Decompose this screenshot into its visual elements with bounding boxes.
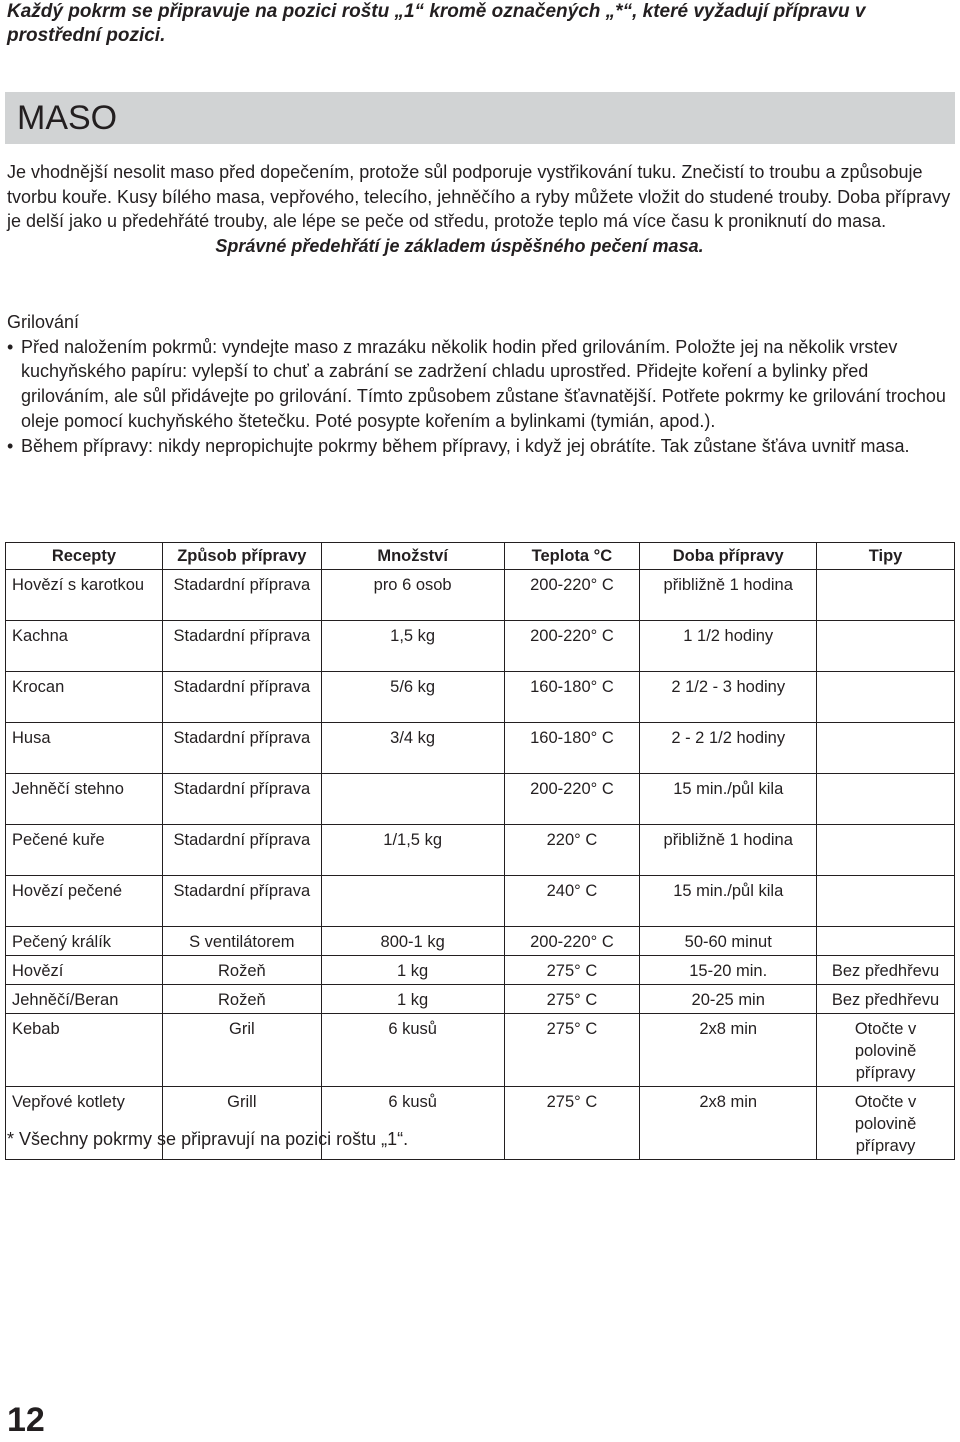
footnote: * Všechny pokrmy se připravují na pozici roštu „1“. [7, 1129, 409, 1149]
time-cell: 2 1/2 - 3 hodiny [640, 672, 817, 723]
recipe-cell: Kachna [6, 621, 163, 672]
amount-cell: 1,5 kg [321, 621, 504, 672]
amount-cell: 3/4 kg [321, 723, 504, 774]
method-cell: Stadardní příprava [162, 876, 321, 927]
page-number: 12 [7, 1401, 45, 1439]
time-cell: 2 - 2 1/2 hodiny [640, 723, 817, 774]
recipe-cell: Krocan [6, 672, 163, 723]
table-row [6, 774, 955, 825]
amount-cell: 6 kusů [321, 1087, 504, 1160]
table-row [6, 956, 955, 985]
table-row [6, 876, 955, 927]
table-row [6, 1014, 955, 1087]
tip-cell [817, 927, 955, 956]
recipe-cell: Jehněčí stehno [6, 774, 163, 825]
amount-cell: 1 kg [321, 956, 504, 985]
column-header: Recepty [6, 543, 163, 570]
temperature-cell: 160-180° C [504, 723, 640, 774]
recipe-cell: Pečené kuře [6, 825, 163, 876]
recipe-cell: Kebab [6, 1014, 163, 1087]
table-row [6, 985, 955, 1014]
amount-cell: 1/1,5 kg [321, 825, 504, 876]
time-cell: přibližně 1 hodina [640, 825, 817, 876]
time-cell: 50-60 minut [640, 927, 817, 956]
amount-cell [321, 774, 504, 825]
method-cell: Stadardní příprava [162, 570, 321, 621]
temperature-cell: 200-220° C [504, 621, 640, 672]
table-row [6, 723, 955, 774]
method-cell: Stadardní příprava [162, 825, 321, 876]
temperature-cell: 275° C [504, 956, 640, 985]
grill-bullet: • Před naložením pokrmů: vyndejte maso z mrazáku několik hodin před grilováním. Položte jej na několik vrstev kuchyňského papíru: vylepší to chuť a zabrání se zadržení chladu uprostřed. Přidejte koření a bylinky před grilováním, ale sůl přidávejte po grilování. Tímto způsobem zůstane šťavnatější. Potřete pokrmy ke grilování trochou oleje pomocí kuchyňského štetečku. Poté posypte kořením a bylinkami (tymián, apod.). [7, 335, 957, 434]
column-header: Doba přípravy [640, 543, 817, 570]
recipe-cell: Vepřové kotlety [6, 1087, 163, 1160]
time-cell: 20-25 min [640, 985, 817, 1014]
meat-paragraph: Je vhodnější nesolit maso před dopečením, protože sůl podporuje vystřikování tuku. Znečistí to troubu a způsobuje tvorbu kouře. Kusy bílého masa, vepřového, telecího, jehněčího a ryby můžete vložit do studené trouby. Doba přípravy je delší jako u předehřáté trouby, ale lépe se peče od středu, protože teplo má více času k proniknutí do masa. [7, 162, 951, 232]
tip-cell [817, 621, 955, 672]
tip-cell [817, 825, 955, 876]
tip-cell: Otočte v polovině přípravy [817, 1014, 955, 1087]
meat-section [7, 160, 957, 259]
grill-list [7, 335, 957, 459]
method-cell: Stadardní příprava [162, 774, 321, 825]
method-cell: Rožeň [162, 956, 321, 985]
tip-cell [817, 876, 955, 927]
amount-cell: 1 kg [321, 985, 504, 1014]
temperature-cell: 275° C [504, 1014, 640, 1087]
time-cell: 15 min./půl kila [640, 876, 817, 927]
grill-bullet: • Během přípravy: nikdy nepropichujte pokrmy během přípravy, i když jej obrátíte. Tak zůstane šťáva uvnitř masa. [7, 434, 957, 459]
grill-section [7, 310, 957, 458]
amount-cell: 6 kusů [321, 1014, 504, 1087]
time-cell: 15 min./půl kila [640, 774, 817, 825]
recipe-cell: Jehněčí/Beran [6, 985, 163, 1014]
intro-note: Každý pokrm se připravuje na pozici roštu „1“ kromě označených „*“, které vyžadují přípravu v prostřední pozici. [7, 1, 866, 46]
amount-cell: 5/6 kg [321, 672, 504, 723]
section-banner [5, 92, 955, 144]
table-row [6, 570, 955, 621]
temperature-cell: 200-220° C [504, 570, 640, 621]
temperature-cell: 200-220° C [504, 774, 640, 825]
table-header-row [6, 543, 955, 570]
method-cell: Gril [162, 1014, 321, 1087]
column-header: Tipy [817, 543, 955, 570]
temperature-cell: 275° C [504, 985, 640, 1014]
table-row [6, 621, 955, 672]
recipe-cell: Hovězí [6, 956, 163, 985]
table-row [6, 825, 955, 876]
column-header: Způsob přípravy [162, 543, 321, 570]
temperature-cell: 200-220° C [504, 927, 640, 956]
temperature-cell: 220° C [504, 825, 640, 876]
method-cell: Rožeň [162, 985, 321, 1014]
method-cell: Stadardní příprava [162, 621, 321, 672]
temperature-cell: 275° C [504, 1087, 640, 1160]
recipe-cell: Husa [6, 723, 163, 774]
amount-cell [321, 876, 504, 927]
tip-cell [817, 774, 955, 825]
tip-cell: Bez předhřevu [817, 985, 955, 1014]
grill-heading: Grilování [7, 312, 80, 332]
meat-emphasis: Správné předehřátí je základem úspěšného pečení masa. [215, 236, 704, 257]
tip-cell: Bez předhřevu [817, 956, 955, 985]
recipe-cell: Hovězí pečené [6, 876, 163, 927]
method-cell: S ventilátorem [162, 927, 321, 956]
time-cell: 2x8 min [640, 1014, 817, 1087]
amount-cell: 800-1 kg [321, 927, 504, 956]
tip-cell [817, 570, 955, 621]
method-cell: Stadardní příprava [162, 723, 321, 774]
recipe-cell: Hovězí s karotkou [6, 570, 163, 621]
time-cell: 2x8 min [640, 1087, 817, 1160]
method-cell: Grill [162, 1087, 321, 1160]
table-row [6, 672, 955, 723]
tip-cell [817, 672, 955, 723]
time-cell: přibližně 1 hodina [640, 570, 817, 621]
time-cell: 1 1/2 hodiny [640, 621, 817, 672]
time-cell: 15-20 min. [640, 956, 817, 985]
tip-cell: Otočte v polovině přípravy [817, 1087, 955, 1160]
recipe-table [5, 542, 955, 1160]
tip-cell [817, 723, 955, 774]
table-row [6, 927, 955, 956]
column-header: Množství [321, 543, 504, 570]
temperature-cell: 240° C [504, 876, 640, 927]
amount-cell: pro 6 osob [321, 570, 504, 621]
column-header: Teplota °C [504, 543, 640, 570]
temperature-cell: 160-180° C [504, 672, 640, 723]
method-cell: Stadardní příprava [162, 672, 321, 723]
section-title: MASO [17, 99, 118, 137]
recipe-cell: Pečený králík [6, 927, 163, 956]
